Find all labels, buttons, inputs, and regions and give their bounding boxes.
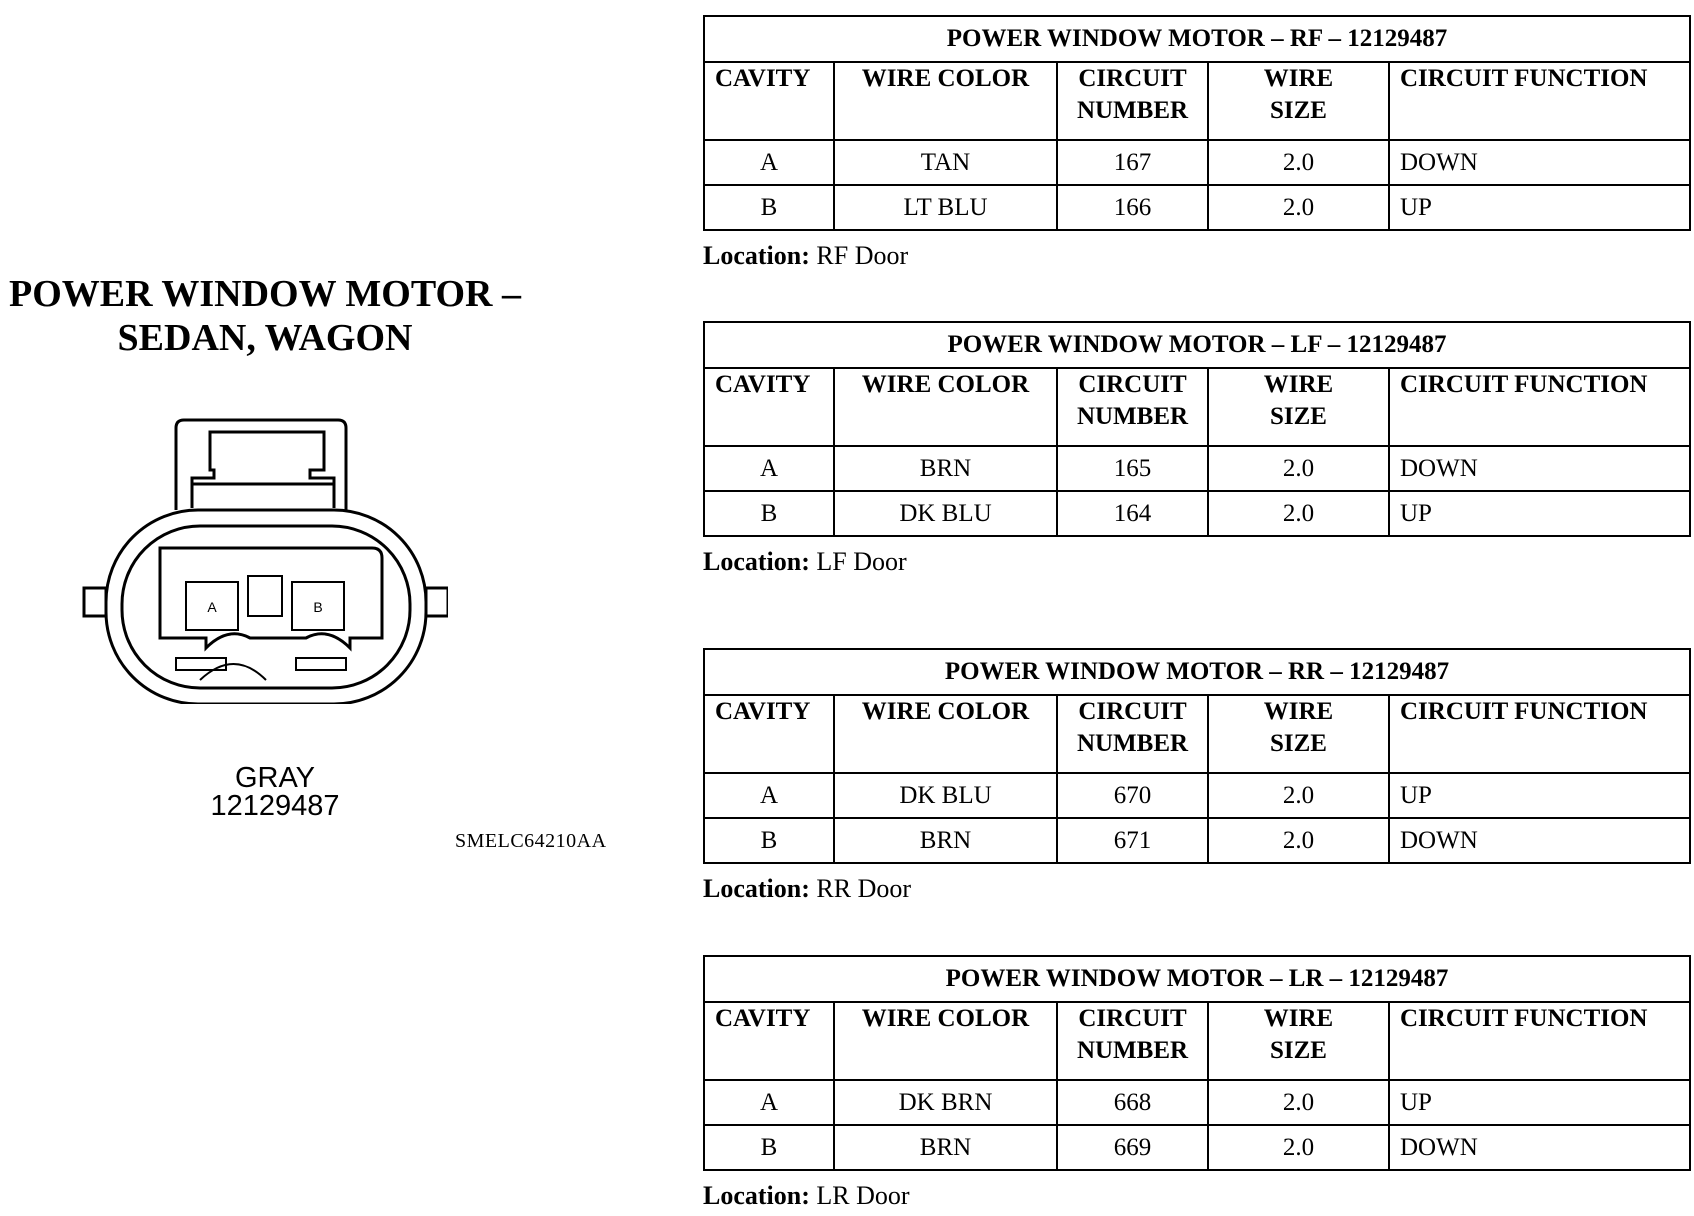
table-row xyxy=(704,491,1690,536)
connector-face-diagram xyxy=(82,418,448,704)
cell-wire-size: 2.0 xyxy=(1208,1125,1389,1170)
table-row xyxy=(704,1080,1690,1125)
header-wire-color: WIRE COLOR xyxy=(834,368,1057,446)
cavity-b-label: B xyxy=(313,599,323,615)
location-line xyxy=(703,547,1689,577)
table-row xyxy=(704,140,1690,185)
cell-cavity: B xyxy=(704,185,834,230)
pinout-block-lr xyxy=(703,955,1689,1211)
connector-center-key xyxy=(248,576,282,616)
cell-circuit-number: 668 xyxy=(1057,1080,1208,1125)
table-row xyxy=(704,773,1690,818)
connector-title-line2: SEDAN, WAGON xyxy=(117,317,413,359)
cell-wire-size: 2.0 xyxy=(1208,446,1389,491)
header-wire-color: WIRE COLOR xyxy=(834,1002,1057,1080)
cell-circuit-number: 164 xyxy=(1057,491,1208,536)
cell-circuit-number: 166 xyxy=(1057,185,1208,230)
header-wire-color: WIRE COLOR xyxy=(834,695,1057,773)
header-circuit-function: CIRCUIT FUNCTION xyxy=(1389,62,1690,140)
cell-circuit-function: UP xyxy=(1389,773,1690,818)
cell-wire-size: 2.0 xyxy=(1208,140,1389,185)
cell-circuit-number: 669 xyxy=(1057,1125,1208,1170)
header-cavity: CAVITY xyxy=(704,695,834,773)
header-wire-color: WIRE COLOR xyxy=(834,62,1057,140)
cell-circuit-function: DOWN xyxy=(1389,140,1690,185)
header-cavity: CAVITY xyxy=(704,1002,834,1080)
cavity-a-label: A xyxy=(207,599,217,615)
header-circuit-number: CIRCUIT NUMBER xyxy=(1057,1002,1208,1080)
cell-circuit-function: DOWN xyxy=(1389,446,1690,491)
cell-circuit-number: 670 xyxy=(1057,773,1208,818)
connector-cavity-frame xyxy=(160,548,382,648)
header-circuit-function: CIRCUIT FUNCTION xyxy=(1389,695,1690,773)
location-line xyxy=(703,241,1689,271)
header-circuit-number: CIRCUIT NUMBER xyxy=(1057,62,1208,140)
cell-circuit-function: DOWN xyxy=(1389,1125,1690,1170)
cell-wire-color: LT BLU xyxy=(834,185,1057,230)
cell-wire-color: BRN xyxy=(834,1125,1057,1170)
cell-circuit-function: UP xyxy=(1389,1080,1690,1125)
cell-wire-color: BRN xyxy=(834,446,1057,491)
header-wire-size: WIRE SIZE xyxy=(1208,62,1389,140)
header-cavity: CAVITY xyxy=(704,62,834,140)
location-label: Location: xyxy=(703,1181,810,1210)
cell-wire-size: 2.0 xyxy=(1208,1080,1389,1125)
header-wire-size: WIRE SIZE xyxy=(1208,695,1389,773)
header-wire-size: WIRE SIZE xyxy=(1208,1002,1389,1080)
cell-wire-size: 2.0 xyxy=(1208,491,1389,536)
cell-wire-color: DK BLU xyxy=(834,773,1057,818)
connector-slot-right xyxy=(296,658,346,670)
pinout-table-rr xyxy=(703,648,1691,864)
image-id: SMELC64210AA xyxy=(455,830,607,852)
location-value: LR Door xyxy=(816,1181,910,1210)
connector-title xyxy=(0,272,530,360)
connector-ear-right xyxy=(426,588,448,616)
cell-cavity: A xyxy=(704,773,834,818)
connector-latch-inner xyxy=(192,432,334,508)
table-title: POWER WINDOW MOTOR – LF – 12129487 xyxy=(704,322,1690,368)
table-row xyxy=(704,185,1690,230)
table-title: POWER WINDOW MOTOR – RF – 12129487 xyxy=(704,16,1690,62)
cell-cavity: A xyxy=(704,140,834,185)
table-row xyxy=(704,1125,1690,1170)
location-value: RR Door xyxy=(816,874,912,903)
header-wire-size: WIRE SIZE xyxy=(1208,368,1389,446)
location-line xyxy=(703,1181,1689,1211)
cell-wire-color: TAN xyxy=(834,140,1057,185)
connector-body-outer xyxy=(106,510,426,704)
cell-circuit-function: DOWN xyxy=(1389,818,1690,863)
cell-circuit-number: 167 xyxy=(1057,140,1208,185)
location-value: RF Door xyxy=(816,241,909,270)
pinout-block-lf xyxy=(703,321,1689,577)
cell-wire-color: BRN xyxy=(834,818,1057,863)
table-row xyxy=(704,818,1690,863)
cell-wire-size: 2.0 xyxy=(1208,818,1389,863)
header-cavity: CAVITY xyxy=(704,368,834,446)
header-circuit-number: CIRCUIT NUMBER xyxy=(1057,368,1208,446)
cell-circuit-function: UP xyxy=(1389,185,1690,230)
cell-cavity: B xyxy=(704,1125,834,1170)
cell-circuit-number: 671 xyxy=(1057,818,1208,863)
pinout-table-lf xyxy=(703,321,1691,537)
cell-cavity: B xyxy=(704,491,834,536)
pinout-table-rf xyxy=(703,15,1691,231)
cell-circuit-function: UP xyxy=(1389,491,1690,536)
location-label: Location: xyxy=(703,241,810,270)
cell-wire-color: DK BLU xyxy=(834,491,1057,536)
cell-wire-size: 2.0 xyxy=(1208,185,1389,230)
table-row xyxy=(704,446,1690,491)
cell-wire-size: 2.0 xyxy=(1208,773,1389,818)
cell-cavity: A xyxy=(704,446,834,491)
pinout-block-rf xyxy=(703,15,1689,271)
connector-body-inner xyxy=(122,526,410,688)
cell-circuit-number: 165 xyxy=(1057,446,1208,491)
cell-wire-color: DK BRN xyxy=(834,1080,1057,1125)
pinout-block-rr xyxy=(703,648,1689,904)
cell-cavity: A xyxy=(704,1080,834,1125)
connector-color-label xyxy=(170,764,380,820)
table-title: POWER WINDOW MOTOR – LR – 12129487 xyxy=(704,956,1690,1002)
location-value: LF Door xyxy=(816,547,907,576)
location-line xyxy=(703,874,1689,904)
header-circuit-function: CIRCUIT FUNCTION xyxy=(1389,1002,1690,1080)
location-label: Location: xyxy=(703,547,810,576)
header-circuit-function: CIRCUIT FUNCTION xyxy=(1389,368,1690,446)
connector-ear-left xyxy=(84,588,106,616)
table-title: POWER WINDOW MOTOR – RR – 12129487 xyxy=(704,649,1690,695)
connector-color: GRAY xyxy=(234,762,316,794)
cell-cavity: B xyxy=(704,818,834,863)
connector-title-line1: POWER WINDOW MOTOR – xyxy=(9,273,521,315)
connector-part-number: 12129487 xyxy=(210,790,340,822)
header-circuit-number: CIRCUIT NUMBER xyxy=(1057,695,1208,773)
location-label: Location: xyxy=(703,874,810,903)
pinout-table-lr xyxy=(703,955,1691,1171)
